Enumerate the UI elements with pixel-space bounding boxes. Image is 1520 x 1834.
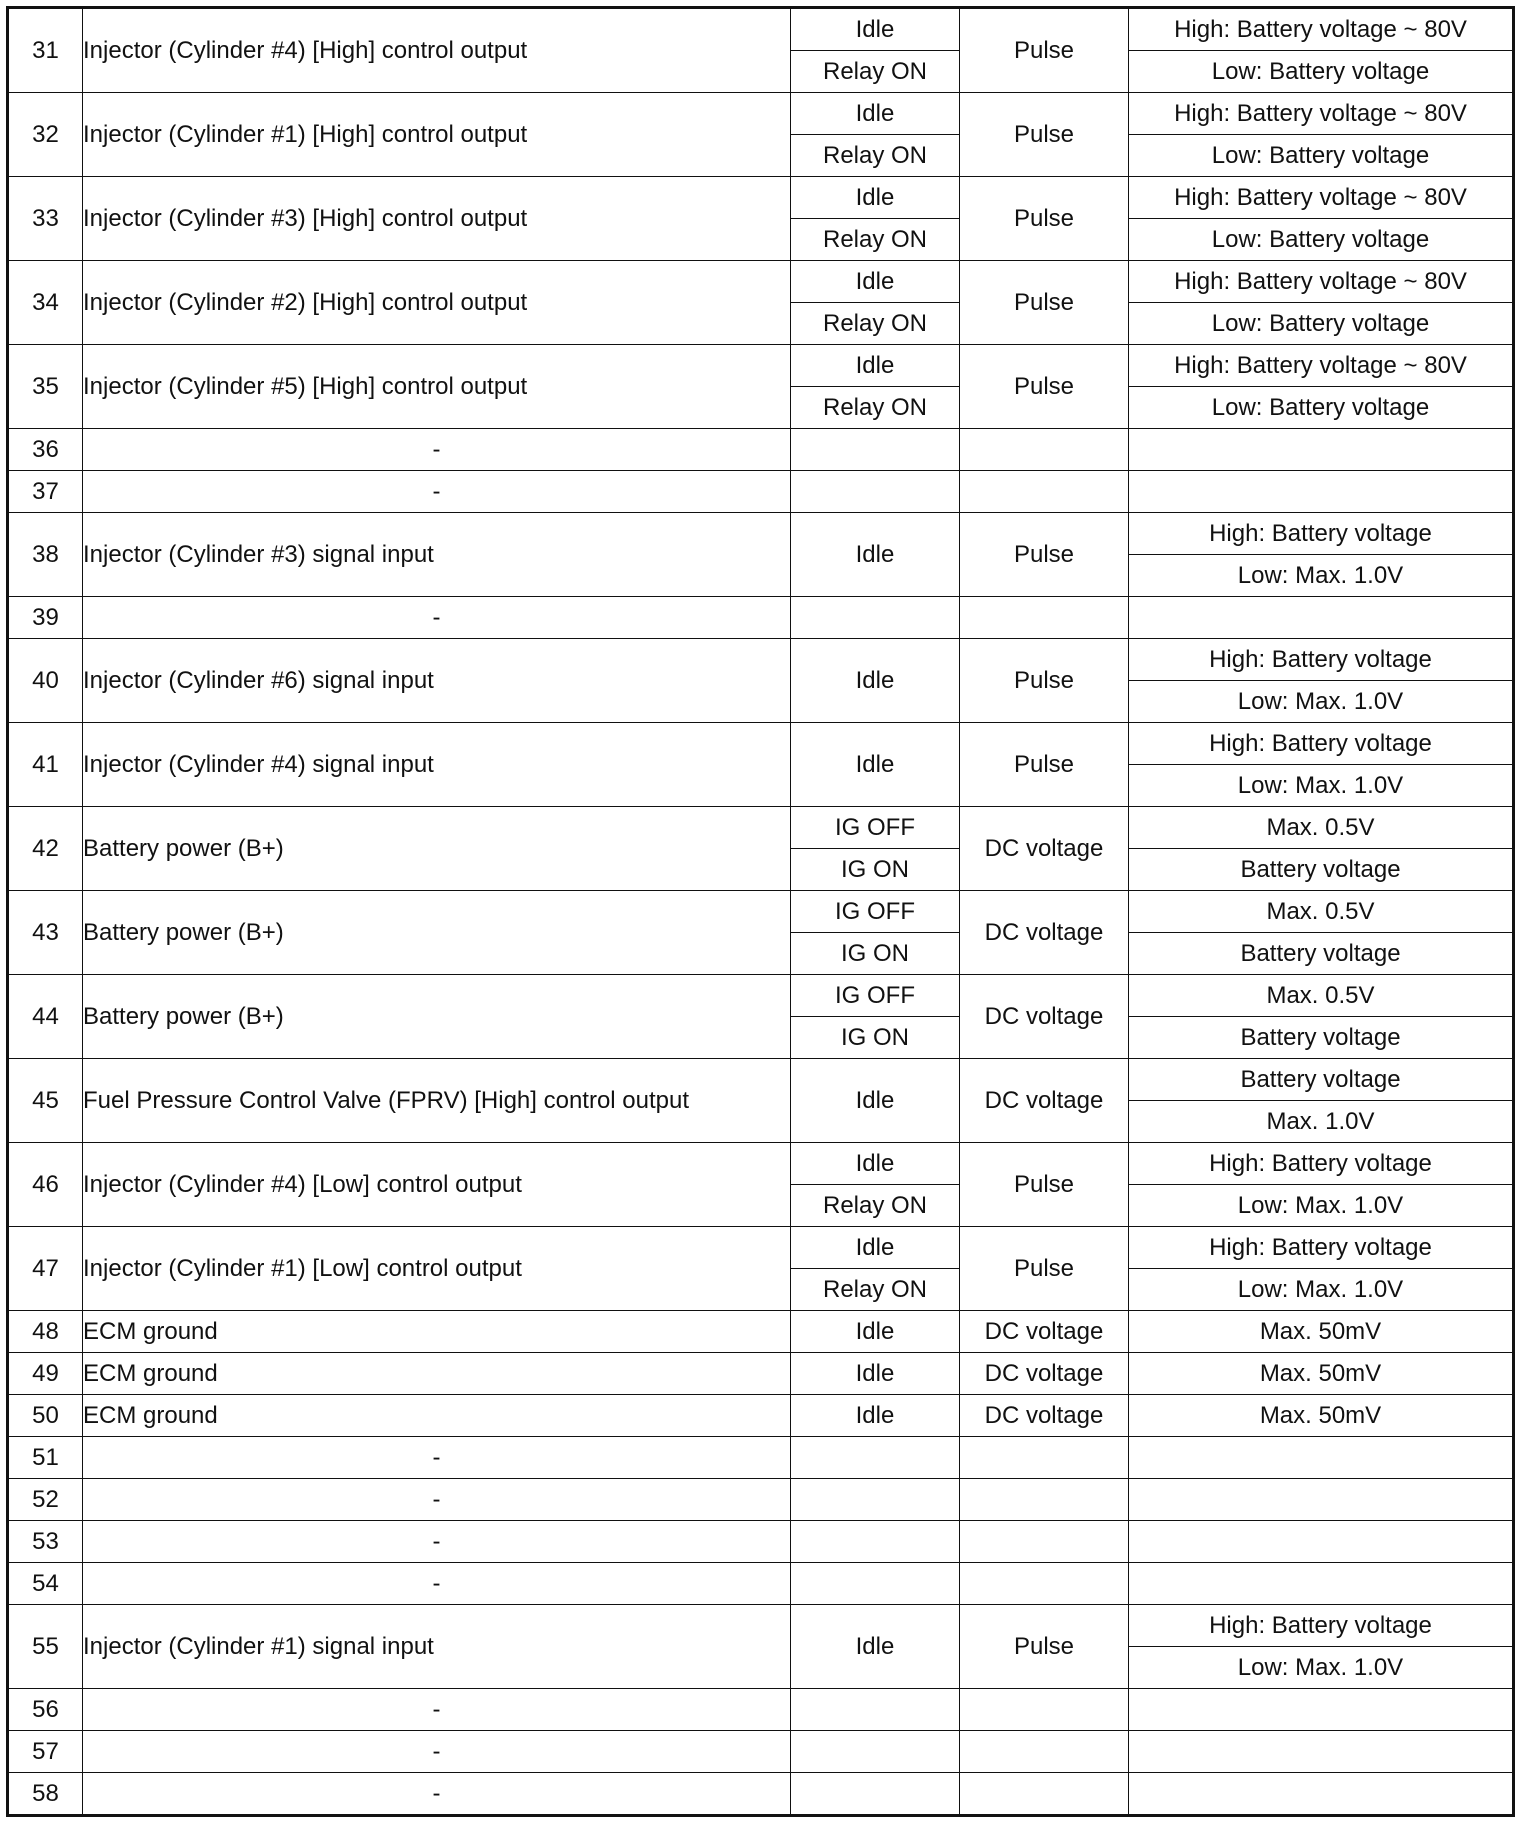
signal-type-cell <box>960 1689 1129 1731</box>
spec-level-cell: High: Battery voltage ~ 80V <box>1129 93 1514 135</box>
spec-level-cell: Battery voltage <box>1129 1059 1514 1101</box>
table-row <box>8 93 1514 135</box>
signal-type-cell: DC voltage <box>960 891 1129 975</box>
spec-level-cell: Low: Max. 1.0V <box>1129 1647 1514 1689</box>
condition-cell: Idle <box>791 177 960 219</box>
condition-cell: Relay ON <box>791 135 960 177</box>
signal-type-cell: Pulse <box>960 513 1129 597</box>
spec-level-cell: Max. 0.5V <box>1129 807 1514 849</box>
pin-description: Injector (Cylinder #4) [High] control output <box>83 8 791 93</box>
signal-type-cell: Pulse <box>960 723 1129 807</box>
table-row <box>8 1605 1514 1647</box>
condition-cell <box>791 429 960 471</box>
spec-level-cell: Max. 50mV <box>1129 1311 1514 1353</box>
pin-number: 46 <box>8 1143 83 1227</box>
pin-number: 52 <box>8 1479 83 1521</box>
table-row <box>8 1395 1514 1437</box>
spec-level-cell <box>1129 597 1514 639</box>
signal-type-cell: Pulse <box>960 1227 1129 1311</box>
pin-number: 45 <box>8 1059 83 1143</box>
condition-cell: IG ON <box>791 933 960 975</box>
pin-description: - <box>83 1521 791 1563</box>
pin-number: 56 <box>8 1689 83 1731</box>
spec-level-cell <box>1129 1563 1514 1605</box>
spec-level-cell: High: Battery voltage <box>1129 639 1514 681</box>
spec-level-cell: High: Battery voltage <box>1129 1605 1514 1647</box>
pin-number: 31 <box>8 8 83 93</box>
condition-cell: IG OFF <box>791 975 960 1017</box>
signal-type-cell: Pulse <box>960 177 1129 261</box>
condition-cell <box>791 1437 960 1479</box>
table-row <box>8 1689 1514 1731</box>
pin-description: Injector (Cylinder #3) signal input <box>83 513 791 597</box>
pin-description: ECM ground <box>83 1395 791 1437</box>
condition-cell: Idle <box>791 513 960 597</box>
table-row <box>8 513 1514 555</box>
condition-cell: Idle <box>791 1311 960 1353</box>
signal-type-cell: Pulse <box>960 1605 1129 1689</box>
condition-cell <box>791 1731 960 1773</box>
spec-level-cell: High: Battery voltage ~ 80V <box>1129 261 1514 303</box>
spec-level-cell: Low: Max. 1.0V <box>1129 1185 1514 1227</box>
pin-description: Injector (Cylinder #4) [Low] control output <box>83 1143 791 1227</box>
table-row <box>8 8 1514 51</box>
pin-specification-table <box>6 6 1515 1817</box>
pin-description: Battery power (B+) <box>83 891 791 975</box>
spec-level-cell: Max. 50mV <box>1129 1395 1514 1437</box>
pin-description: Injector (Cylinder #2) [High] control output <box>83 261 791 345</box>
pin-description: Injector (Cylinder #3) [High] control output <box>83 177 791 261</box>
pin-table-body <box>8 8 1514 1816</box>
spec-level-cell <box>1129 1689 1514 1731</box>
pin-number: 54 <box>8 1563 83 1605</box>
spec-level-cell: Battery voltage <box>1129 849 1514 891</box>
pin-description: Injector (Cylinder #1) [Low] control output <box>83 1227 791 1311</box>
condition-cell: Idle <box>791 261 960 303</box>
table-row <box>8 639 1514 681</box>
spec-level-cell: High: Battery voltage <box>1129 1143 1514 1185</box>
signal-type-cell <box>960 1563 1129 1605</box>
signal-type-cell: Pulse <box>960 345 1129 429</box>
table-row <box>8 807 1514 849</box>
table-row <box>8 429 1514 471</box>
pin-number: 48 <box>8 1311 83 1353</box>
spec-level-cell <box>1129 1773 1514 1816</box>
table-row <box>8 975 1514 1017</box>
spec-level-cell: High: Battery voltage ~ 80V <box>1129 177 1514 219</box>
pin-number: 49 <box>8 1353 83 1395</box>
pin-number: 33 <box>8 177 83 261</box>
pin-description: Injector (Cylinder #5) [High] control output <box>83 345 791 429</box>
table-row <box>8 345 1514 387</box>
condition-cell: Relay ON <box>791 387 960 429</box>
pin-number: 51 <box>8 1437 83 1479</box>
spec-level-cell: Low: Max. 1.0V <box>1129 555 1514 597</box>
condition-cell: Relay ON <box>791 219 960 261</box>
pin-description: ECM ground <box>83 1311 791 1353</box>
spec-level-cell: Max. 0.5V <box>1129 975 1514 1017</box>
signal-type-cell: Pulse <box>960 8 1129 93</box>
table-row <box>8 1479 1514 1521</box>
pin-number: 55 <box>8 1605 83 1689</box>
pin-number: 41 <box>8 723 83 807</box>
pin-number: 47 <box>8 1227 83 1311</box>
signal-type-cell <box>960 1437 1129 1479</box>
pin-number: 53 <box>8 1521 83 1563</box>
condition-cell: IG OFF <box>791 891 960 933</box>
pin-description: Injector (Cylinder #4) signal input <box>83 723 791 807</box>
condition-cell <box>791 1563 960 1605</box>
signal-type-cell <box>960 429 1129 471</box>
table-row <box>8 1311 1514 1353</box>
pin-description: - <box>83 1437 791 1479</box>
condition-cell: IG ON <box>791 849 960 891</box>
table-row <box>8 261 1514 303</box>
condition-cell: Idle <box>791 1605 960 1689</box>
pin-number: 44 <box>8 975 83 1059</box>
condition-cell <box>791 597 960 639</box>
table-row <box>8 1437 1514 1479</box>
signal-type-cell <box>960 597 1129 639</box>
pin-description: Battery power (B+) <box>83 807 791 891</box>
table-row <box>8 1521 1514 1563</box>
pin-description: - <box>83 597 791 639</box>
condition-cell: Idle <box>791 1227 960 1269</box>
pin-description: Injector (Cylinder #6) signal input <box>83 639 791 723</box>
signal-type-cell: DC voltage <box>960 807 1129 891</box>
pin-number: 34 <box>8 261 83 345</box>
table-row <box>8 597 1514 639</box>
table-row <box>8 1731 1514 1773</box>
table-row <box>8 471 1514 513</box>
condition-cell: Idle <box>791 639 960 723</box>
condition-cell <box>791 1521 960 1563</box>
condition-cell <box>791 1479 960 1521</box>
table-row <box>8 177 1514 219</box>
condition-cell: Idle <box>791 1059 960 1143</box>
spec-level-cell <box>1129 1731 1514 1773</box>
spec-level-cell: Low: Battery voltage <box>1129 51 1514 93</box>
signal-type-cell: DC voltage <box>960 1059 1129 1143</box>
pin-number: 57 <box>8 1731 83 1773</box>
table-row <box>8 1773 1514 1816</box>
signal-type-cell <box>960 1479 1129 1521</box>
condition-cell: Idle <box>791 723 960 807</box>
pin-number: 43 <box>8 891 83 975</box>
pin-number: 39 <box>8 597 83 639</box>
condition-cell: Relay ON <box>791 303 960 345</box>
table-row <box>8 723 1514 765</box>
condition-cell: Idle <box>791 1353 960 1395</box>
spec-level-cell: High: Battery voltage ~ 80V <box>1129 345 1514 387</box>
signal-type-cell: Pulse <box>960 261 1129 345</box>
table-row <box>8 1227 1514 1269</box>
spec-level-cell: Low: Max. 1.0V <box>1129 681 1514 723</box>
condition-cell <box>791 471 960 513</box>
pin-description: Fuel Pressure Control Valve (FPRV) [High] control output <box>83 1059 791 1143</box>
condition-cell: Idle <box>791 1395 960 1437</box>
table-row <box>8 891 1514 933</box>
spec-level-cell: Low: Battery voltage <box>1129 303 1514 345</box>
spec-level-cell: High: Battery voltage <box>1129 513 1514 555</box>
signal-type-cell <box>960 1521 1129 1563</box>
pin-description: - <box>83 471 791 513</box>
pin-number: 32 <box>8 93 83 177</box>
condition-cell <box>791 1773 960 1816</box>
pin-description: - <box>83 1479 791 1521</box>
pin-number: 58 <box>8 1773 83 1816</box>
spec-level-cell: Low: Max. 1.0V <box>1129 1269 1514 1311</box>
pin-number: 36 <box>8 429 83 471</box>
condition-cell: Relay ON <box>791 51 960 93</box>
spec-level-cell: Max. 0.5V <box>1129 891 1514 933</box>
spec-level-cell: Battery voltage <box>1129 1017 1514 1059</box>
condition-cell: Idle <box>791 8 960 51</box>
signal-type-cell <box>960 1773 1129 1816</box>
condition-cell: Relay ON <box>791 1269 960 1311</box>
condition-cell: IG OFF <box>791 807 960 849</box>
pin-number: 50 <box>8 1395 83 1437</box>
spec-level-cell: Low: Battery voltage <box>1129 387 1514 429</box>
table-row <box>8 1563 1514 1605</box>
pin-description: - <box>83 1773 791 1816</box>
spec-level-cell: High: Battery voltage <box>1129 723 1514 765</box>
signal-type-cell: Pulse <box>960 1143 1129 1227</box>
pin-number: 35 <box>8 345 83 429</box>
pin-number: 40 <box>8 639 83 723</box>
signal-type-cell: DC voltage <box>960 1395 1129 1437</box>
pin-description: - <box>83 1731 791 1773</box>
pin-number: 42 <box>8 807 83 891</box>
pin-description: - <box>83 429 791 471</box>
condition-cell: IG ON <box>791 1017 960 1059</box>
spec-level-cell <box>1129 1437 1514 1479</box>
spec-level-cell: Battery voltage <box>1129 933 1514 975</box>
pin-description: Battery power (B+) <box>83 975 791 1059</box>
condition-cell: Idle <box>791 345 960 387</box>
spec-level-cell: Low: Battery voltage <box>1129 219 1514 261</box>
pin-description: Injector (Cylinder #1) [High] control output <box>83 93 791 177</box>
pin-number: 38 <box>8 513 83 597</box>
condition-cell: Idle <box>791 1143 960 1185</box>
signal-type-cell: DC voltage <box>960 1311 1129 1353</box>
pin-description: Injector (Cylinder #1) signal input <box>83 1605 791 1689</box>
spec-level-cell: High: Battery voltage ~ 80V <box>1129 8 1514 51</box>
condition-cell <box>791 1689 960 1731</box>
pin-number: 37 <box>8 471 83 513</box>
spec-level-cell <box>1129 429 1514 471</box>
spec-level-cell: Low: Battery voltage <box>1129 135 1514 177</box>
signal-type-cell <box>960 471 1129 513</box>
spec-level-cell: High: Battery voltage <box>1129 1227 1514 1269</box>
condition-cell: Idle <box>791 93 960 135</box>
signal-type-cell <box>960 1731 1129 1773</box>
spec-level-cell: Low: Max. 1.0V <box>1129 765 1514 807</box>
spec-level-cell <box>1129 1479 1514 1521</box>
spec-level-cell <box>1129 471 1514 513</box>
signal-type-cell: DC voltage <box>960 1353 1129 1395</box>
spec-level-cell: Max. 50mV <box>1129 1353 1514 1395</box>
table-row <box>8 1059 1514 1101</box>
condition-cell: Relay ON <box>791 1185 960 1227</box>
signal-type-cell: Pulse <box>960 639 1129 723</box>
signal-type-cell: DC voltage <box>960 975 1129 1059</box>
signal-type-cell: Pulse <box>960 93 1129 177</box>
pin-description: - <box>83 1563 791 1605</box>
table-row <box>8 1353 1514 1395</box>
table-row <box>8 1143 1514 1185</box>
spec-level-cell: Max. 1.0V <box>1129 1101 1514 1143</box>
pin-description: ECM ground <box>83 1353 791 1395</box>
spec-level-cell <box>1129 1521 1514 1563</box>
pin-description: - <box>83 1689 791 1731</box>
